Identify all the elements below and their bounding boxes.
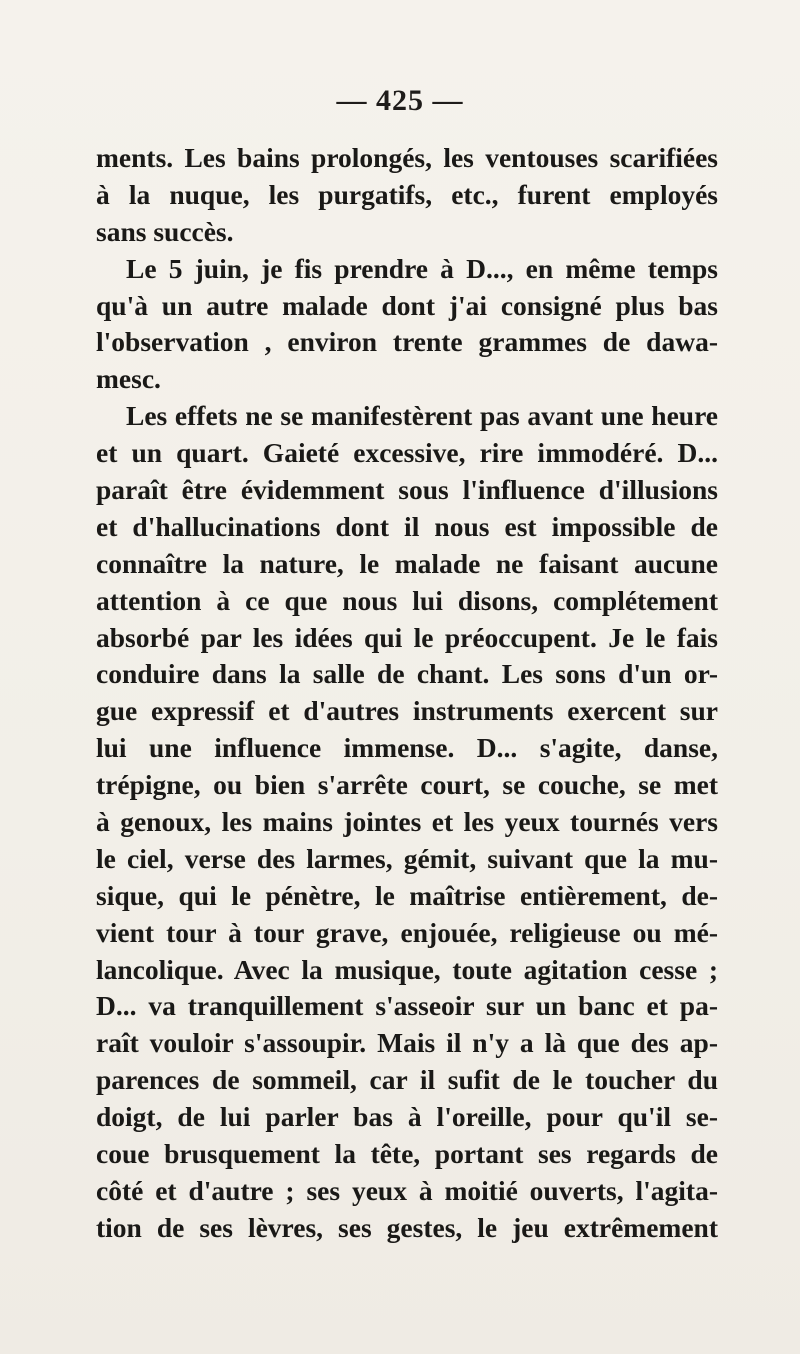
text-line: sans succès. bbox=[96, 215, 234, 247]
text-line: mesc. bbox=[96, 363, 161, 395]
text-line: à la nuque, les purgatifs, etc., furent employés bbox=[96, 178, 718, 210]
text-line: sique, qui le pénètre, le maîtrise entièrement, de- bbox=[96, 879, 718, 911]
text-line: qu'à un autre malade dont j'ai consigné plus bas bbox=[96, 289, 718, 321]
text-line: parences de sommeil, car il sufit de le toucher du bbox=[96, 1064, 718, 1096]
text-line: ments. Les bains prolongés, les ventouses scarifiées bbox=[96, 142, 718, 173]
text-line: doigt, de lui parler bas à l'oreille, pour qu'il se- bbox=[96, 1101, 718, 1133]
text-line: l'observation , environ trente grammes de dawa- bbox=[96, 326, 718, 358]
text-line: conduire dans la salle de chant. Les sons d'un or- bbox=[96, 658, 718, 690]
text-line: et un quart. Gaieté excessive, rire immodéré. D... bbox=[96, 437, 718, 469]
page-number: — 425 — bbox=[336, 84, 464, 117]
text-line: lancolique. Avec la musique, toute agitation cesse ; bbox=[96, 953, 718, 985]
text-line: attention à ce que nous lui disons, complétement bbox=[96, 584, 718, 616]
text-line: Le 5 juin, je fis prendre à D..., en même temps bbox=[126, 252, 718, 284]
text-line: vient tour à tour grave, enjouée, religieuse ou mé- bbox=[96, 916, 718, 948]
text-line: et d'hallucinations dont il nous est impossible de bbox=[96, 510, 718, 542]
text-line: à genoux, les mains jointes et les yeux tournés vers bbox=[96, 806, 718, 838]
text-line: tion de ses lèvres, ses gestes, le jeu extrêmement bbox=[96, 1211, 718, 1243]
text-line: raît vouloir s'assoupir. Mais il n'y a là que des ap- bbox=[96, 1027, 718, 1059]
text-line: coue brusquement la tête, portant ses regards de bbox=[96, 1138, 718, 1170]
text-line: gue expressif et d'autres instruments exercent sur bbox=[96, 695, 718, 727]
text-line: trépigne, ou bien s'arrête court, se couche, se met bbox=[96, 769, 718, 801]
text-line: lui une influence immense. D... s'agite, danse, bbox=[96, 732, 718, 764]
text-line: côté et d'autre ; ses yeux à moitié ouverts, l'agita- bbox=[96, 1174, 718, 1206]
text-line: connaître la nature, le malade ne faisant aucune bbox=[96, 547, 718, 579]
text-line: D... va tranquillement s'asseoir sur un banc et pa- bbox=[96, 990, 718, 1022]
text-line: absorbé par les idées qui le préoccupent. Je le fais bbox=[96, 621, 718, 653]
body-text bbox=[96, 140, 718, 1247]
text-line: paraît être évidemment sous l'influence d'illusions bbox=[96, 474, 718, 506]
text-line: Les effets ne se manifestèrent pas avant une heure bbox=[126, 400, 718, 432]
text-line: le ciel, verse des larmes, gémit, suivant que la mu- bbox=[96, 842, 718, 874]
